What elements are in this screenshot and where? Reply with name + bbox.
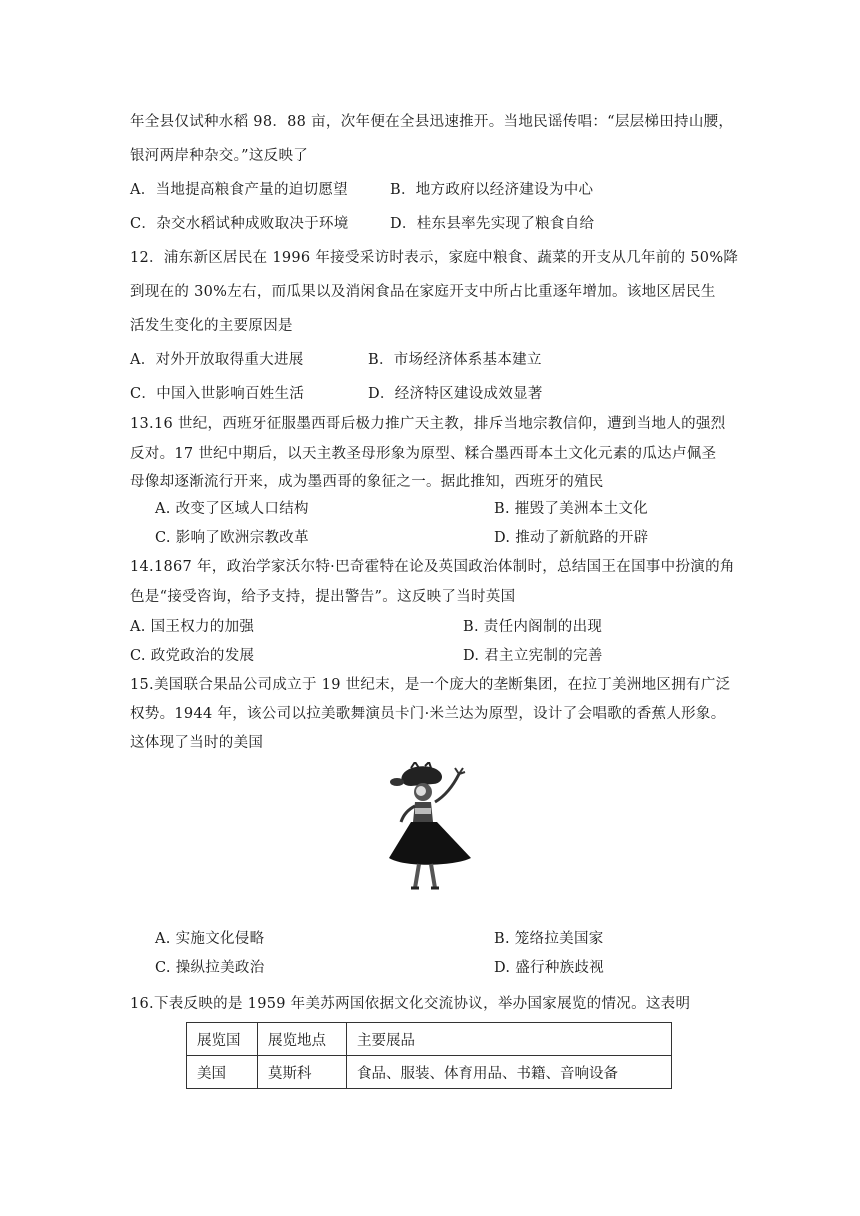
q14-option-b[interactable]: B. 责任内阁制的出现 (463, 619, 603, 635)
header-cell-location: 展览地点 (258, 1023, 347, 1056)
cell-exhibits: 食品、服装、体育用品、书籍、音响设备 (347, 1056, 672, 1089)
q12-stem-line-1: 12．浦东新区居民在 1996 年接受采访时表示，家庭中粮食、蔬菜的开支从几年前的 50%降 (130, 250, 739, 266)
q12-option-b[interactable]: B．市场经济体系基本建立 (368, 352, 542, 368)
q12-stem-line-2: 到现在的 30%左右，而瓜果以及消闲食品在家庭开支中所占比重逐年增加。该地区居民生 (130, 284, 716, 300)
q15-option-c[interactable]: C. 操纵拉美政治 (155, 960, 265, 976)
q13-option-c[interactable]: C. 影响了欧洲宗教改革 (155, 530, 309, 546)
q11-stem-line-2: 银河两岸种杂交。”这反映了 (130, 148, 309, 164)
q12-option-d[interactable]: D．经济特区建设成效显著 (368, 386, 543, 402)
q15-stem-line-1: 15.美国联合果品公司成立于 19 世纪末，是一个庞大的垄断集团，在拉丁美洲地区拥有广泛 (130, 677, 731, 693)
q14-option-d[interactable]: D. 君主立宪制的完善 (463, 648, 603, 664)
header-cell-country: 展览国 (187, 1023, 258, 1056)
q15-stem-line-3: 这体现了当时的美国 (130, 735, 264, 751)
q11-option-a[interactable]: A．当地提高粮食产量的迫切愿望 (130, 182, 348, 198)
q15-option-b[interactable]: B. 笼络拉美国家 (494, 931, 604, 947)
q14-stem-line-2: 色是“接受咨询，给予支持，提出警告”。这反映了当时英国 (130, 589, 516, 605)
cell-location: 莫斯科 (258, 1056, 347, 1089)
q14-option-a[interactable]: A. 国王权力的加强 (130, 619, 255, 635)
q11-stem-line-1: 年全县仅试种水稻 98．88 亩，次年便在全县迅速推开。当地民谣传唱：“层层梯田持山腰， (130, 114, 734, 130)
q15-option-a[interactable]: A. 实施文化侵略 (155, 931, 265, 947)
q11-option-c[interactable]: C．杂交水稻试种成败取决于环境 (130, 216, 349, 232)
q13-option-b[interactable]: B. 摧毁了美洲本土文化 (494, 501, 648, 517)
cell-country: 美国 (187, 1056, 258, 1089)
q13-option-d[interactable]: D. 推动了新航路的开辟 (494, 530, 649, 546)
exhibition-table (186, 1022, 672, 1089)
q13-stem-line-1: 13.16 世纪，西班牙征服墨西哥后极力推广天主教，排斥当地宗教信仰，遭到当地人的强烈 (130, 416, 726, 432)
banana-lady-figure (385, 762, 475, 892)
q13-option-a[interactable]: A. 改变了区域人口结构 (155, 501, 309, 517)
q14-option-c[interactable]: C. 政党政治的发展 (130, 648, 255, 664)
table-header-row (187, 1023, 672, 1056)
q12-option-a[interactable]: A．对外开放取得重大进展 (130, 352, 304, 368)
table-row (187, 1056, 672, 1089)
q13-stem-line-2: 反对。17 世纪中期后，以天主教圣母形象为原型、糅合墨西哥本土文化元素的瓜达卢佩圣 (130, 446, 717, 462)
q16-stem-line-1: 16.下表反映的是 1959 年美苏两国依据文化交流协议，举办国家展览的情况。这表明 (130, 996, 691, 1012)
q11-option-d[interactable]: D．桂东县率先实现了粮食自给 (390, 216, 595, 232)
q14-stem-line-1: 14.1867 年，政治学家沃尔特·巴奇霍特在论及英国政治体制时，总结国王在国事中扮演的角 (130, 559, 735, 575)
q12-stem-line-3: 活发生变化的主要原因是 (130, 318, 293, 334)
q15-stem-line-2: 权势。1944 年，该公司以拉美歌舞演员卡门·米兰达为原型，设计了会唱歌的香蕉人形象。 (130, 706, 726, 722)
banana-lady-illustration (385, 762, 475, 892)
header-cell-exhibits: 主要展品 (347, 1023, 672, 1056)
q11-option-b[interactable]: B．地方政府以经济建设为中心 (390, 182, 594, 198)
q15-option-d[interactable]: D. 盛行种族歧视 (494, 960, 605, 976)
q12-option-c[interactable]: C．中国入世影响百姓生活 (130, 386, 305, 402)
q13-stem-line-3: 母像却逐渐流行开来，成为墨西哥的象征之一。据此推知，西班牙的殖民 (130, 474, 604, 490)
